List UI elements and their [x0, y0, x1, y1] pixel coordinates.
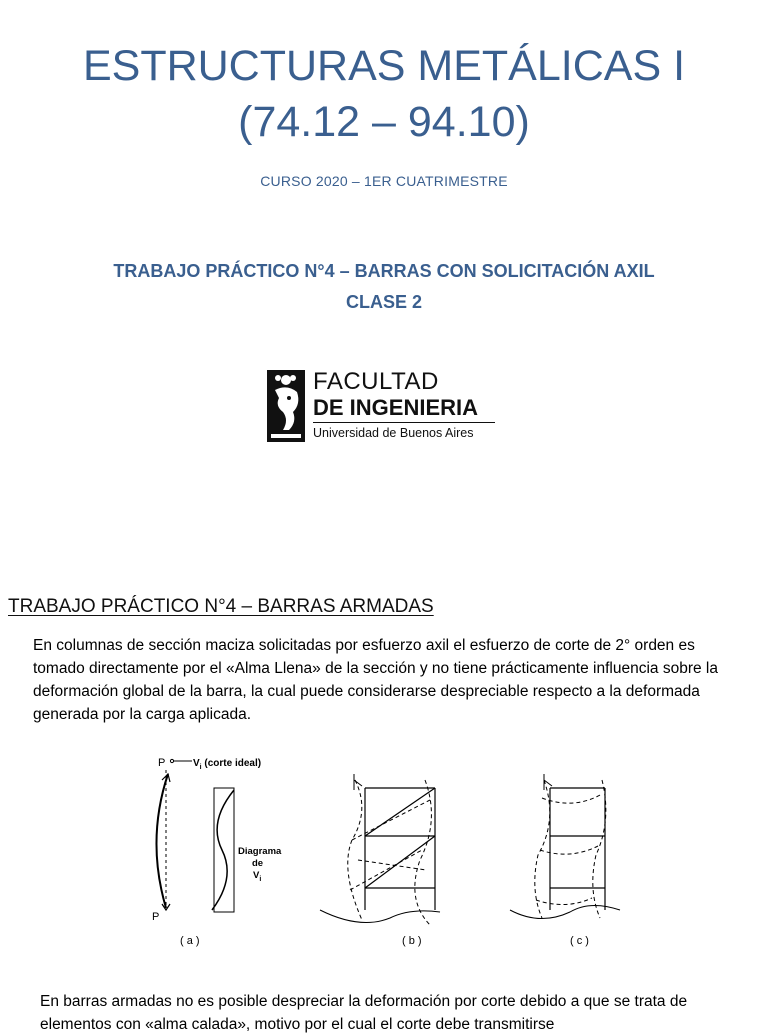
fiuba-emblem-icon	[267, 370, 305, 442]
logo-line-university: Universidad de Buenos Aires	[313, 426, 474, 440]
paragraph-built-up-members: En barras armadas no es posible despreciar la deformación por corte debido a que se trata de elementos con «alma calada», motivo por el cual el corte debe transmitirse	[40, 993, 688, 1033]
course-code: (74.12 – 94.10)	[238, 98, 530, 146]
assignment-title: TRABAJO PRÁCTICO N°4 – BARRAS CON SOLICITACIÓN AXIL	[113, 261, 655, 281]
figure-a	[152, 757, 282, 947]
diagram-label-1: Diagrama	[238, 846, 282, 857]
course-term: CURSO 2020 – 1ER CUATRIMESTRE	[260, 173, 508, 189]
logo-divider	[313, 422, 495, 423]
faculty-logo	[265, 366, 497, 446]
caption-a: ( a )	[180, 935, 200, 947]
class-number: CLASE 2	[345, 292, 423, 312]
section-title: TRABAJO PRÁCTICO N°4 – BARRAS ARMADAS	[8, 596, 434, 617]
figure-column-diagrams	[140, 750, 640, 950]
load-p-top: P	[158, 757, 166, 769]
caption-c: ( c )	[570, 935, 589, 947]
figure-c	[510, 774, 620, 947]
shear-label: $V_i$ (corte ideal)	[193, 758, 262, 771]
load-p-bottom: P	[152, 911, 160, 923]
logo-line-facultad: FACULTAD	[313, 368, 439, 395]
course-title: ESTRUCTURAS METÁLICAS I	[82, 42, 686, 90]
diagram-label-3: $V_i$	[253, 870, 262, 883]
diagram-label-2: de	[252, 858, 264, 869]
figure-b	[320, 774, 440, 947]
logo-line-ingenieria: DE INGENIERIA	[313, 395, 479, 420]
caption-b: ( b )	[402, 935, 422, 947]
paragraph-solid-columns: En columnas de sección maciza solicitadas por esfuerzo axil el esfuerzo de corte de 2° orden es tomado directamente por el «Alma Llena» de la sección y no tiene prácticamente influencia sobre la deformación global de la barra, la cual puede considerarse despreciable respecto a la deformada generada por la carga aplicada.	[33, 637, 718, 723]
content-slide	[0, 560, 768, 1033]
